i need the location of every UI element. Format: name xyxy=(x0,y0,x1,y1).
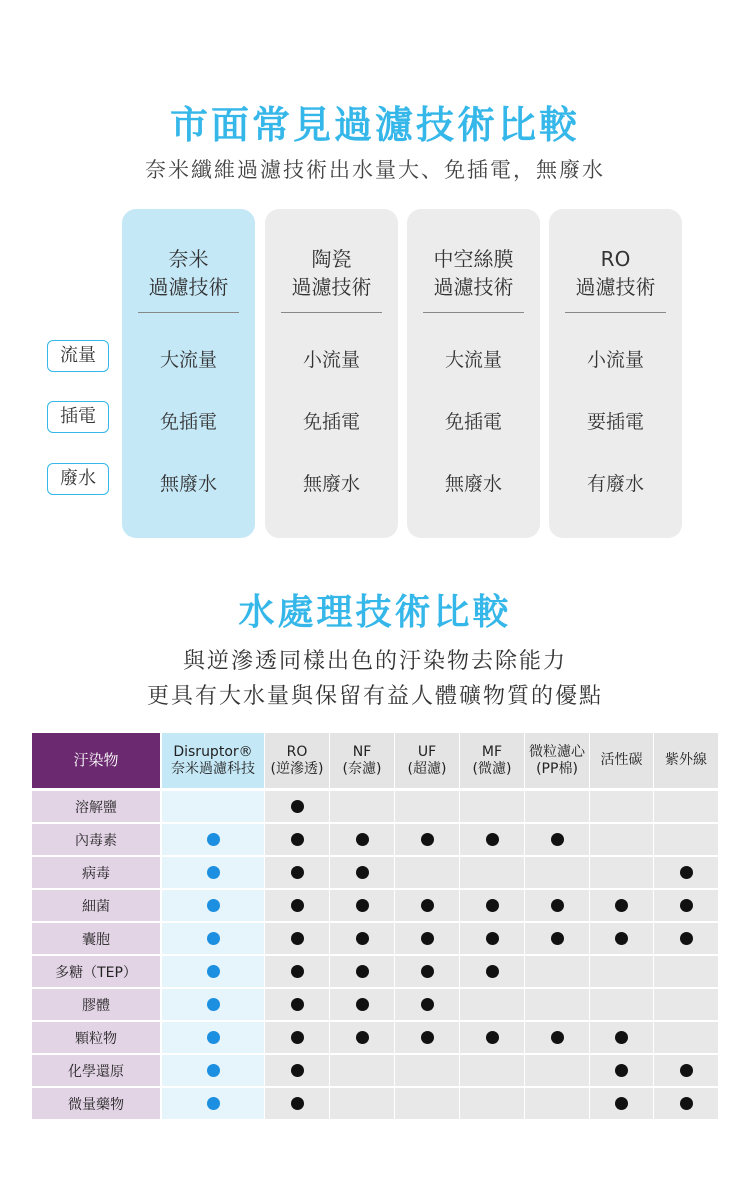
table-cell xyxy=(162,1022,264,1053)
table-cell xyxy=(162,1088,264,1119)
row-label-waste: 廢水 xyxy=(47,463,109,495)
black-dot-icon xyxy=(615,1064,628,1077)
column-ro-header: RO 過濾技術 xyxy=(575,247,656,299)
table-cell xyxy=(265,923,329,954)
table-cell xyxy=(162,791,264,822)
table-cell xyxy=(330,1088,394,1119)
black-dot-icon xyxy=(356,965,369,978)
row-name: 內毒素 xyxy=(32,824,160,855)
cell-waste: 無廢水 xyxy=(159,473,217,495)
row-name: 顆粒物 xyxy=(32,1022,160,1053)
table-cell xyxy=(162,923,264,954)
header-col-6: 活性碳 xyxy=(590,733,653,788)
black-dot-icon xyxy=(291,932,304,945)
cell-flow: 小流量 xyxy=(302,349,360,371)
table-row xyxy=(32,989,718,1020)
table-cell xyxy=(265,824,329,855)
table-cell xyxy=(162,1055,264,1086)
black-dot-icon xyxy=(356,998,369,1011)
black-dot-icon xyxy=(486,833,499,846)
blue-dot-icon xyxy=(207,866,220,879)
table-cell xyxy=(590,1088,653,1119)
blue-dot-icon xyxy=(207,965,220,978)
table-cell xyxy=(395,791,459,822)
black-dot-icon xyxy=(291,833,304,846)
header-col-1: RO (逆滲透) xyxy=(265,733,329,788)
black-dot-icon xyxy=(421,932,434,945)
header-col-0: Disruptor® 奈米過濾科技 xyxy=(162,733,264,788)
table-cell xyxy=(395,1055,459,1086)
row-name: 病毒 xyxy=(32,857,160,888)
black-dot-icon xyxy=(551,932,564,945)
black-dot-icon xyxy=(680,866,693,879)
table-cell xyxy=(265,1022,329,1053)
cell-waste: 無廢水 xyxy=(444,473,502,495)
table-cell xyxy=(460,989,524,1020)
black-dot-icon xyxy=(421,899,434,912)
comparison-title: 市面常見過濾技術比較 xyxy=(169,103,580,147)
black-dot-icon xyxy=(615,1031,628,1044)
row-name: 微量藥物 xyxy=(32,1088,160,1119)
table-cell xyxy=(654,1088,718,1119)
table-row xyxy=(32,824,718,855)
column-nano-header: 奈米 過濾技術 xyxy=(148,247,229,299)
black-dot-icon xyxy=(615,899,628,912)
black-dot-icon xyxy=(291,800,304,813)
black-dot-icon xyxy=(421,1031,434,1044)
row-name: 化學還原 xyxy=(32,1055,160,1086)
table-cell xyxy=(590,923,653,954)
cell-flow: 大流量 xyxy=(444,349,502,371)
black-dot-icon xyxy=(421,833,434,846)
table-cell xyxy=(460,1022,524,1053)
column-ro xyxy=(549,209,682,538)
black-dot-icon xyxy=(680,1064,693,1077)
table-cell xyxy=(654,857,718,888)
table-cell xyxy=(590,890,653,921)
table-row xyxy=(32,1055,718,1086)
table-cell xyxy=(330,857,394,888)
row-name: 細菌 xyxy=(32,890,160,921)
divider xyxy=(423,312,524,313)
table-cell xyxy=(395,857,459,888)
divider xyxy=(281,312,382,313)
black-dot-icon xyxy=(486,1031,499,1044)
black-dot-icon xyxy=(486,932,499,945)
table-cell xyxy=(395,989,459,1020)
header-col-4: MF (微濾) xyxy=(460,733,524,788)
table-cell xyxy=(395,923,459,954)
table-cell xyxy=(460,923,524,954)
black-dot-icon xyxy=(291,899,304,912)
blue-dot-icon xyxy=(207,833,220,846)
table-cell xyxy=(525,989,589,1020)
table-cell xyxy=(525,791,589,822)
cell-power: 免插電 xyxy=(444,411,502,433)
black-dot-icon xyxy=(356,1031,369,1044)
cell-power: 免插電 xyxy=(302,411,360,433)
black-dot-icon xyxy=(551,899,564,912)
table-cell xyxy=(330,890,394,921)
black-dot-icon xyxy=(356,866,369,879)
black-dot-icon xyxy=(356,932,369,945)
table-cell xyxy=(265,956,329,987)
table-row xyxy=(32,923,718,954)
table-cell xyxy=(330,1022,394,1053)
column-nano xyxy=(122,209,255,538)
table-cell xyxy=(265,989,329,1020)
table-cell xyxy=(330,791,394,822)
header-col-7: 紫外線 xyxy=(654,733,718,788)
column-ceramic xyxy=(265,209,398,538)
table-cell xyxy=(330,923,394,954)
table-cell xyxy=(654,824,718,855)
table-cell xyxy=(654,1055,718,1086)
table-cell xyxy=(162,956,264,987)
water-treatment-subtitle-2: 更具有大水量與保留有益人體礦物質的優點 xyxy=(146,684,603,709)
table-cell xyxy=(525,857,589,888)
black-dot-icon xyxy=(615,932,628,945)
cell-flow: 小流量 xyxy=(586,349,644,371)
row-name: 膠體 xyxy=(32,989,160,1020)
comparison-subtitle: 奈米纖維過濾技術出水量大、免插電，無廢水 xyxy=(145,158,605,182)
table-cell xyxy=(460,824,524,855)
table-cell xyxy=(654,923,718,954)
table-row xyxy=(32,1088,718,1119)
table-cell xyxy=(525,923,589,954)
table-cell xyxy=(162,890,264,921)
table-cell xyxy=(460,1088,524,1119)
blue-dot-icon xyxy=(207,998,220,1011)
table-cell xyxy=(654,1022,718,1053)
row-label-flow: 流量 xyxy=(47,340,109,372)
table-cell xyxy=(460,890,524,921)
blue-dot-icon xyxy=(207,1031,220,1044)
table-cell xyxy=(395,824,459,855)
black-dot-icon xyxy=(356,899,369,912)
cell-flow: 大流量 xyxy=(159,349,217,371)
table-cell xyxy=(654,989,718,1020)
table-cell xyxy=(265,1055,329,1086)
blue-dot-icon xyxy=(207,932,220,945)
table-cell xyxy=(330,989,394,1020)
table-cell xyxy=(590,791,653,822)
table-cell xyxy=(590,956,653,987)
table-cell xyxy=(330,824,394,855)
table-row xyxy=(32,857,718,888)
table-cell xyxy=(395,1088,459,1119)
table-cell xyxy=(590,824,653,855)
black-dot-icon xyxy=(551,1031,564,1044)
blue-dot-icon xyxy=(207,899,220,912)
table-cell xyxy=(395,956,459,987)
table-row xyxy=(32,791,718,822)
black-dot-icon xyxy=(486,965,499,978)
table-cell xyxy=(460,956,524,987)
table-cell xyxy=(460,791,524,822)
water-treatment-title: 水處理技術比較 xyxy=(238,592,512,633)
black-dot-icon xyxy=(291,866,304,879)
table-cell xyxy=(265,1088,329,1119)
row-label-power: 插電 xyxy=(47,401,109,433)
black-dot-icon xyxy=(291,965,304,978)
table-cell xyxy=(590,1022,653,1053)
table-cell xyxy=(330,956,394,987)
table-header xyxy=(32,733,718,788)
column-hollow-fiber xyxy=(407,209,540,538)
table-cell xyxy=(395,1022,459,1053)
table-cell xyxy=(525,956,589,987)
table-row xyxy=(32,890,718,921)
table-cell xyxy=(162,857,264,888)
column-hollow-fiber-header: 中空絲膜 過濾技術 xyxy=(433,247,514,299)
table-cell xyxy=(460,1055,524,1086)
black-dot-icon xyxy=(421,965,434,978)
table-cell xyxy=(654,890,718,921)
blue-dot-icon xyxy=(207,1097,220,1110)
black-dot-icon xyxy=(421,998,434,1011)
table-cell xyxy=(162,824,264,855)
table-cell xyxy=(460,857,524,888)
table-cell xyxy=(590,1055,653,1086)
table-cell xyxy=(525,1022,589,1053)
black-dot-icon xyxy=(615,1097,628,1110)
black-dot-icon xyxy=(486,899,499,912)
cell-power: 免插電 xyxy=(159,411,217,433)
table-cell xyxy=(162,989,264,1020)
table-cell xyxy=(525,1055,589,1086)
row-name: 溶解鹽 xyxy=(32,791,160,822)
black-dot-icon xyxy=(291,998,304,1011)
table-cell xyxy=(654,791,718,822)
column-ceramic-header: 陶瓷 過濾技術 xyxy=(291,247,372,299)
table-cell xyxy=(395,890,459,921)
header-contaminant: 汙染物 xyxy=(32,733,160,788)
water-treatment-subtitle-1: 與逆滲透同樣出色的汙染物去除能力 xyxy=(182,649,567,674)
table-cell xyxy=(265,791,329,822)
table-cell xyxy=(525,1088,589,1119)
header-col-5: 微粒濾心 (PP棉) xyxy=(525,733,589,788)
table-cell xyxy=(525,890,589,921)
table-cell xyxy=(525,824,589,855)
header-col-3: UF (超濾) xyxy=(395,733,459,788)
black-dot-icon xyxy=(291,1097,304,1110)
cell-waste: 有廢水 xyxy=(586,473,644,495)
black-dot-icon xyxy=(680,899,693,912)
divider xyxy=(138,312,239,313)
black-dot-icon xyxy=(680,932,693,945)
table-cell xyxy=(330,1055,394,1086)
divider xyxy=(565,312,666,313)
header-col-2: NF (奈濾) xyxy=(330,733,394,788)
table-cell xyxy=(265,890,329,921)
row-name: 囊胞 xyxy=(32,923,160,954)
row-name: 多糖（TEP） xyxy=(32,956,160,987)
black-dot-icon xyxy=(291,1064,304,1077)
cell-waste: 無廢水 xyxy=(302,473,360,495)
table-row xyxy=(32,1022,718,1053)
black-dot-icon xyxy=(291,1031,304,1044)
black-dot-icon xyxy=(680,1097,693,1110)
table-cell xyxy=(654,956,718,987)
black-dot-icon xyxy=(356,833,369,846)
cell-power: 要插電 xyxy=(586,411,644,433)
blue-dot-icon xyxy=(207,1064,220,1077)
table-cell xyxy=(265,857,329,888)
table-cell xyxy=(590,989,653,1020)
black-dot-icon xyxy=(551,833,564,846)
table-cell xyxy=(590,857,653,888)
table-row xyxy=(32,956,718,987)
